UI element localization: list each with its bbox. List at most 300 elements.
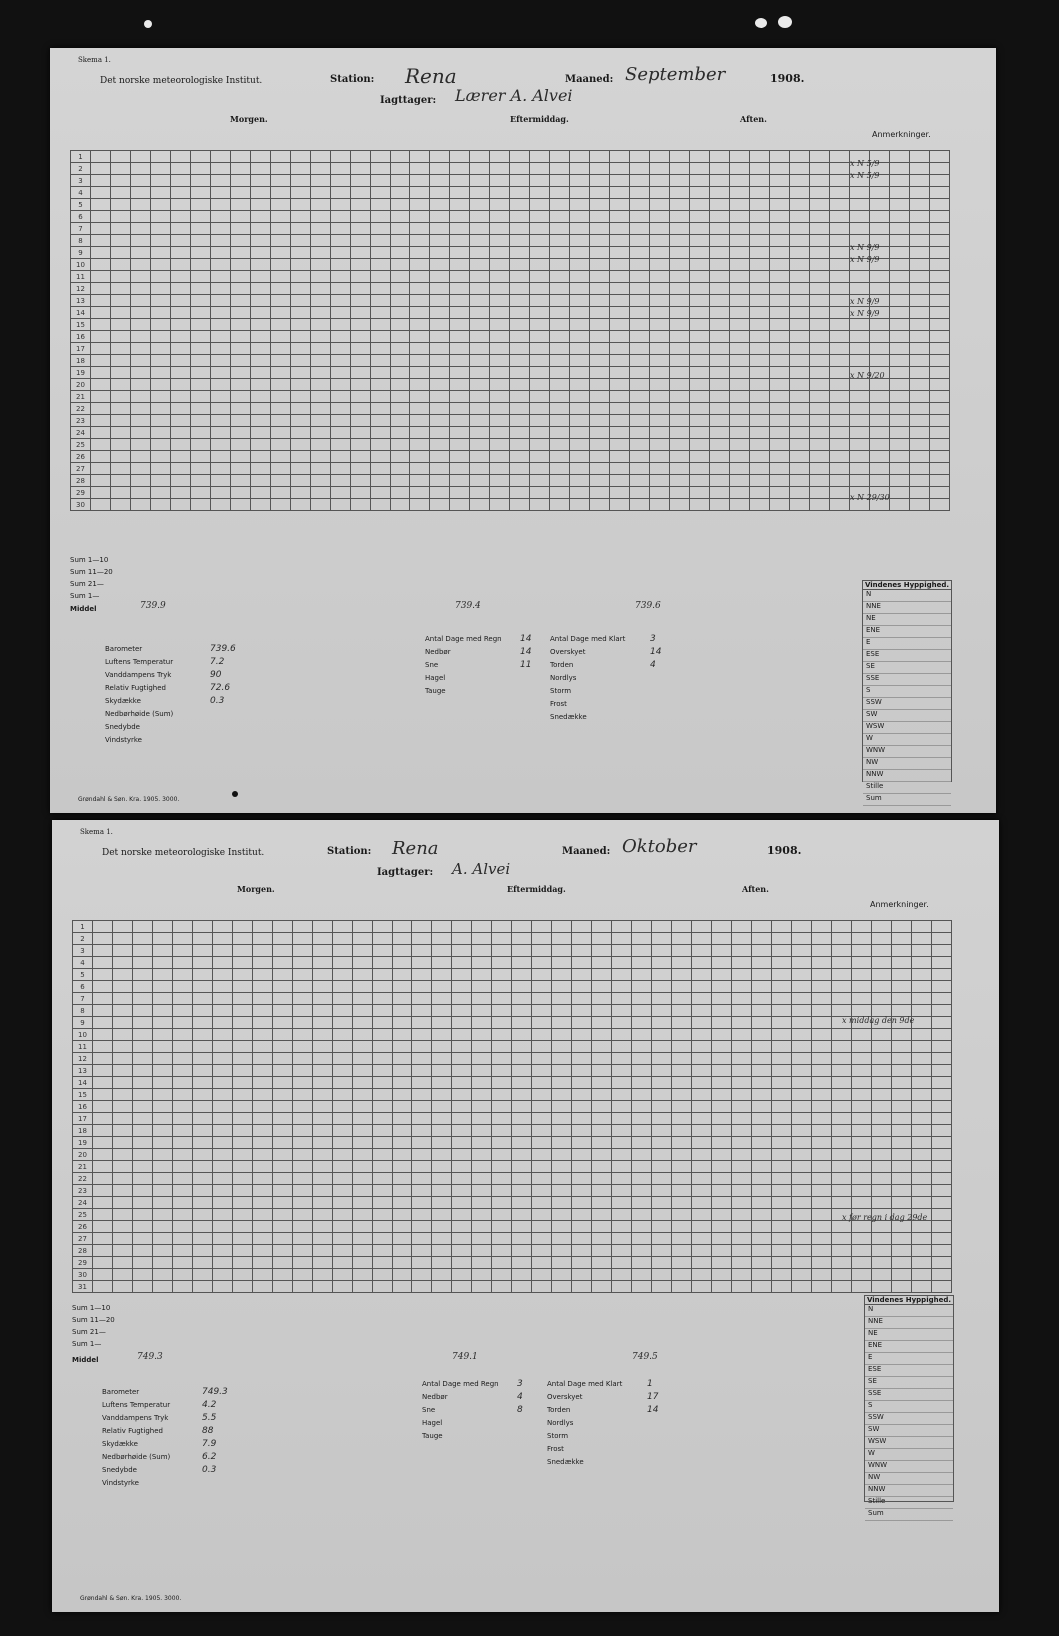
- table-cell: [130, 199, 150, 211]
- table-cell: [350, 319, 370, 331]
- table-cell: [292, 1161, 312, 1173]
- table-cell: [352, 1173, 372, 1185]
- table-cell: [292, 1137, 312, 1149]
- table-cell: [430, 379, 450, 391]
- table-cell: [110, 175, 130, 187]
- table-cell: [432, 1221, 452, 1233]
- table-cell: [232, 1125, 252, 1137]
- observation-sheet-october: [52, 820, 999, 1612]
- table-cell: [370, 427, 390, 439]
- table-row: [71, 163, 950, 175]
- table-cell: [290, 427, 310, 439]
- table-cell: [470, 475, 490, 487]
- table-cell: [130, 499, 150, 511]
- table-cell: [252, 969, 272, 981]
- day-number: 15: [71, 319, 91, 331]
- table-cell: [290, 331, 310, 343]
- table-cell: [392, 1197, 412, 1209]
- table-cell: [132, 1101, 152, 1113]
- table-cell: [552, 1257, 572, 1269]
- table-cell: [90, 151, 110, 163]
- table-cell: [690, 199, 710, 211]
- table-cell: [710, 487, 730, 499]
- table-cell: [552, 933, 572, 945]
- table-cell: [672, 1245, 692, 1257]
- day-number: 14: [71, 307, 91, 319]
- table-cell: [791, 933, 811, 945]
- table-cell: [552, 1209, 572, 1221]
- table-cell: [771, 1257, 791, 1269]
- table-cell: [552, 1281, 572, 1293]
- table-cell: [312, 1113, 332, 1125]
- table-cell: [532, 1269, 552, 1281]
- table-cell: [410, 307, 430, 319]
- monthly-stats-values: 749.3 4.2 5.5 88 7.9 6.2 0.3: [202, 1387, 228, 1475]
- table-cell: [350, 259, 370, 271]
- table-cell: [430, 259, 450, 271]
- table-cell: [292, 1269, 312, 1281]
- table-cell: [150, 295, 170, 307]
- table-cell: [771, 1149, 791, 1161]
- table-cell: [390, 271, 410, 283]
- table-cell: [771, 1245, 791, 1257]
- table-cell: [192, 1005, 212, 1017]
- table-cell: [729, 163, 749, 175]
- table-cell: [172, 1197, 192, 1209]
- table-cell: [152, 993, 172, 1005]
- table-cell: [871, 1257, 891, 1269]
- table-cell: [789, 427, 809, 439]
- table-cell: [710, 271, 730, 283]
- table-cell: [889, 415, 909, 427]
- table-cell: [352, 1017, 372, 1029]
- table-cell: [532, 1137, 552, 1149]
- table-cell: [110, 271, 130, 283]
- table-cell: [450, 175, 470, 187]
- table-cell: [829, 499, 849, 511]
- table-cell: [152, 921, 172, 933]
- table-cell: [612, 933, 632, 945]
- wind-direction-row: SE: [863, 662, 951, 674]
- table-cell: [272, 1197, 292, 1209]
- table-cell: [570, 391, 590, 403]
- table-cell: [350, 271, 370, 283]
- table-cell: [590, 175, 610, 187]
- table-cell: [290, 199, 310, 211]
- table-cell: [152, 1041, 172, 1053]
- table-cell: [192, 1041, 212, 1053]
- table-cell: [332, 1281, 352, 1293]
- table-cell: [330, 235, 350, 247]
- table-cell: [712, 1173, 732, 1185]
- day-number: 24: [71, 427, 91, 439]
- table-cell: [672, 933, 692, 945]
- table-cell: [731, 921, 751, 933]
- table-cell: [272, 993, 292, 1005]
- table-cell: [372, 1245, 392, 1257]
- table-cell: [610, 391, 630, 403]
- table-cell: [791, 1137, 811, 1149]
- printer-imprint: Grøndahl & Søn. Kra. 1905. 3000.: [80, 1595, 182, 1602]
- table-cell: [530, 427, 550, 439]
- table-cell: [552, 1269, 572, 1281]
- table-cell: [110, 319, 130, 331]
- day-number: 18: [73, 1125, 93, 1137]
- table-cell: [490, 391, 510, 403]
- table-cell: [172, 921, 192, 933]
- table-cell: [310, 223, 330, 235]
- table-cell: [871, 945, 891, 957]
- table-cell: [490, 355, 510, 367]
- table-cell: [470, 463, 490, 475]
- table-cell: [90, 331, 110, 343]
- table-cell: [670, 307, 690, 319]
- table-cell: [731, 969, 751, 981]
- table-cell: [412, 1005, 432, 1017]
- table-cell: [632, 1245, 652, 1257]
- table-cell: [252, 1077, 272, 1089]
- table-cell: [292, 1017, 312, 1029]
- table-cell: [370, 175, 390, 187]
- table-cell: [150, 475, 170, 487]
- table-cell: [552, 1065, 572, 1077]
- table-cell: [530, 439, 550, 451]
- table-cell: [392, 921, 412, 933]
- table-cell: [510, 391, 530, 403]
- table-cell: [791, 1101, 811, 1113]
- table-cell: [90, 187, 110, 199]
- table-cell: [712, 1281, 732, 1293]
- table-cell: [232, 1101, 252, 1113]
- table-cell: [672, 1029, 692, 1041]
- table-cell: [412, 1113, 432, 1125]
- table-cell: [390, 355, 410, 367]
- table-cell: [632, 1113, 652, 1125]
- table-cell: [630, 403, 650, 415]
- table-cell: [392, 1173, 412, 1185]
- table-cell: [550, 307, 570, 319]
- table-cell: [530, 271, 550, 283]
- table-cell: [352, 1053, 372, 1065]
- table-cell: [372, 1017, 392, 1029]
- table-cell: [931, 1137, 951, 1149]
- wind-direction-row: E: [863, 638, 951, 650]
- table-cell: [212, 1173, 232, 1185]
- table-cell: [290, 403, 310, 415]
- table-cell: [90, 451, 110, 463]
- table-cell: [112, 1137, 132, 1149]
- table-cell: [430, 355, 450, 367]
- table-cell: [650, 283, 670, 295]
- table-cell: [512, 1029, 532, 1041]
- table-cell: [392, 981, 412, 993]
- table-cell: [230, 223, 250, 235]
- table-cell: [332, 1077, 352, 1089]
- table-cell: [710, 319, 730, 331]
- table-cell: [590, 499, 610, 511]
- table-cell: [250, 151, 270, 163]
- table-cell: [829, 487, 849, 499]
- table-cell: [330, 379, 350, 391]
- table-cell: [330, 307, 350, 319]
- table-cell: [490, 451, 510, 463]
- table-cell: [612, 1185, 632, 1197]
- table-cell: [332, 1149, 352, 1161]
- table-cell: [92, 1077, 112, 1089]
- table-cell: [632, 1137, 652, 1149]
- table-cell: [572, 993, 592, 1005]
- table-cell: [430, 307, 450, 319]
- table-cell: [751, 1089, 771, 1101]
- table-cell: [650, 403, 670, 415]
- table-cell: [412, 1245, 432, 1257]
- table-cell: [430, 223, 450, 235]
- table-cell: [712, 1077, 732, 1089]
- table-cell: [172, 957, 192, 969]
- table-cell: [610, 319, 630, 331]
- table-cell: [630, 367, 650, 379]
- table-cell: [410, 331, 430, 343]
- table-cell: [729, 319, 749, 331]
- table-cell: [811, 1077, 831, 1089]
- mean-evening: 739.6: [635, 601, 661, 611]
- table-cell: [789, 283, 809, 295]
- table-cell: [652, 981, 672, 993]
- table-cell: [92, 1281, 112, 1293]
- day-number: 19: [71, 367, 91, 379]
- table-cell: [672, 1017, 692, 1029]
- table-cell: [210, 235, 230, 247]
- table-cell: [252, 1269, 272, 1281]
- wind-frequency-title: Vindenes Hyppighed.: [866, 1296, 952, 1304]
- table-cell: [312, 933, 332, 945]
- table-cell: [592, 1053, 612, 1065]
- day-number: 25: [71, 439, 91, 451]
- weather-day-labels: Antal Dage med Klart Overskyet Torden Nordlys Storm Frost Snedække: [547, 1380, 623, 1466]
- table-cell: [650, 343, 670, 355]
- table-cell: [532, 1089, 552, 1101]
- table-cell: [172, 1257, 192, 1269]
- table-cell: [110, 355, 130, 367]
- table-cell: [751, 1149, 771, 1161]
- table-cell: [610, 475, 630, 487]
- table-cell: [452, 969, 472, 981]
- table-cell: [729, 235, 749, 247]
- table-cell: [410, 211, 430, 223]
- table-cell: [312, 993, 332, 1005]
- table-cell: [769, 355, 789, 367]
- table-cell: [512, 1197, 532, 1209]
- table-cell: [570, 187, 590, 199]
- table-cell: [572, 1269, 592, 1281]
- table-cell: [392, 1269, 412, 1281]
- table-cell: [572, 1005, 592, 1017]
- wind-direction-row: W: [865, 1449, 953, 1461]
- table-cell: [749, 319, 769, 331]
- table-cell: [350, 151, 370, 163]
- table-cell: [492, 921, 512, 933]
- wind-direction-row: SW: [863, 710, 951, 722]
- table-cell: [190, 379, 210, 391]
- table-cell: [130, 187, 150, 199]
- table-cell: [751, 1125, 771, 1137]
- table-cell: [150, 427, 170, 439]
- table-cell: [212, 1245, 232, 1257]
- table-cell: [290, 271, 310, 283]
- table-cell: [230, 199, 250, 211]
- table-cell: [590, 247, 610, 259]
- table-cell: [672, 1233, 692, 1245]
- table-cell: [450, 235, 470, 247]
- mean-row: Middel: [70, 605, 97, 613]
- table-cell: [650, 379, 670, 391]
- table-cell: [670, 391, 690, 403]
- table-cell: [272, 957, 292, 969]
- table-cell: [450, 439, 470, 451]
- table-cell: [492, 1257, 512, 1269]
- table-cell: [931, 1245, 951, 1257]
- table-cell: [572, 969, 592, 981]
- table-cell: [92, 1041, 112, 1053]
- table-cell: [550, 163, 570, 175]
- table-cell: [130, 343, 150, 355]
- table-cell: [592, 1173, 612, 1185]
- table-cell: [510, 451, 530, 463]
- table-cell: [692, 1197, 712, 1209]
- table-cell: [909, 487, 929, 499]
- table-cell: [729, 403, 749, 415]
- table-cell: [190, 271, 210, 283]
- table-row: [73, 1257, 952, 1269]
- table-cell: [332, 933, 352, 945]
- table-cell: [90, 355, 110, 367]
- table-cell: [210, 475, 230, 487]
- table-cell: [90, 403, 110, 415]
- table-cell: [190, 451, 210, 463]
- table-cell: [570, 475, 590, 487]
- table-cell: [412, 1041, 432, 1053]
- table-cell: [270, 391, 290, 403]
- table-cell: [310, 199, 330, 211]
- table-cell: [510, 415, 530, 427]
- table-cell: [452, 1065, 472, 1077]
- table-cell: [470, 259, 490, 271]
- table-cell: [530, 319, 550, 331]
- table-cell: [771, 1029, 791, 1041]
- table-row: [71, 199, 950, 211]
- table-cell: [90, 319, 110, 331]
- table-cell: [192, 1017, 212, 1029]
- table-cell: [612, 1233, 632, 1245]
- table-cell: [532, 1029, 552, 1041]
- table-cell: [672, 1125, 692, 1137]
- table-cell: [492, 1197, 512, 1209]
- table-cell: [472, 1221, 492, 1233]
- table-cell: [350, 199, 370, 211]
- table-cell: [112, 981, 132, 993]
- table-cell: [610, 499, 630, 511]
- table-cell: [112, 945, 132, 957]
- table-cell: [310, 355, 330, 367]
- table-cell: [550, 295, 570, 307]
- table-cell: [652, 1089, 672, 1101]
- table-cell: [272, 1005, 292, 1017]
- table-cell: [310, 499, 330, 511]
- table-cell: [550, 271, 570, 283]
- table-cell: [472, 1137, 492, 1149]
- table-cell: [412, 1149, 432, 1161]
- table-cell: [610, 175, 630, 187]
- table-cell: [632, 1209, 652, 1221]
- table-cell: [929, 343, 949, 355]
- table-cell: [492, 981, 512, 993]
- table-cell: [510, 319, 530, 331]
- table-cell: [330, 367, 350, 379]
- monthly-stats-values: 739.6 7.2 90 72.6 0.3: [210, 644, 236, 706]
- table-cell: [831, 981, 851, 993]
- table-cell: [570, 319, 590, 331]
- table-cell: [532, 969, 552, 981]
- table-cell: [390, 199, 410, 211]
- table-cell: [729, 343, 749, 355]
- table-cell: [132, 933, 152, 945]
- table-cell: [789, 415, 809, 427]
- table-cell: [330, 475, 350, 487]
- table-cell: [312, 981, 332, 993]
- day-number: 5: [73, 969, 93, 981]
- table-cell: [851, 1245, 871, 1257]
- table-cell: [610, 187, 630, 199]
- table-cell: [771, 1077, 791, 1089]
- table-cell: [789, 211, 809, 223]
- table-cell: [210, 319, 230, 331]
- table-cell: [90, 475, 110, 487]
- table-cell: [330, 199, 350, 211]
- table-cell: [590, 379, 610, 391]
- table-cell: [170, 343, 190, 355]
- table-cell: [871, 969, 891, 981]
- table-cell: [450, 223, 470, 235]
- table-cell: [452, 957, 472, 969]
- wind-direction-row: WSW: [865, 1437, 953, 1449]
- table-cell: [212, 933, 232, 945]
- table-cell: [690, 499, 710, 511]
- table-cell: [889, 271, 909, 283]
- table-cell: [550, 451, 570, 463]
- table-cell: [352, 921, 372, 933]
- table-cell: [470, 235, 490, 247]
- table-cell: [272, 1257, 292, 1269]
- table-cell: [90, 235, 110, 247]
- table-cell: [330, 247, 350, 259]
- table-cell: [632, 1281, 652, 1293]
- table-cell: [472, 1209, 492, 1221]
- table-cell: [610, 463, 630, 475]
- table-cell: [332, 1053, 352, 1065]
- wind-direction-row: NNE: [865, 1317, 953, 1329]
- table-cell: [891, 933, 911, 945]
- table-cell: [370, 283, 390, 295]
- table-cell: [332, 1089, 352, 1101]
- table-cell: [710, 415, 730, 427]
- table-cell: [210, 415, 230, 427]
- table-cell: [490, 163, 510, 175]
- table-cell: [789, 367, 809, 379]
- table-cell: [552, 1113, 572, 1125]
- table-cell: [672, 1269, 692, 1281]
- table-cell: [112, 1113, 132, 1125]
- table-cell: [410, 235, 430, 247]
